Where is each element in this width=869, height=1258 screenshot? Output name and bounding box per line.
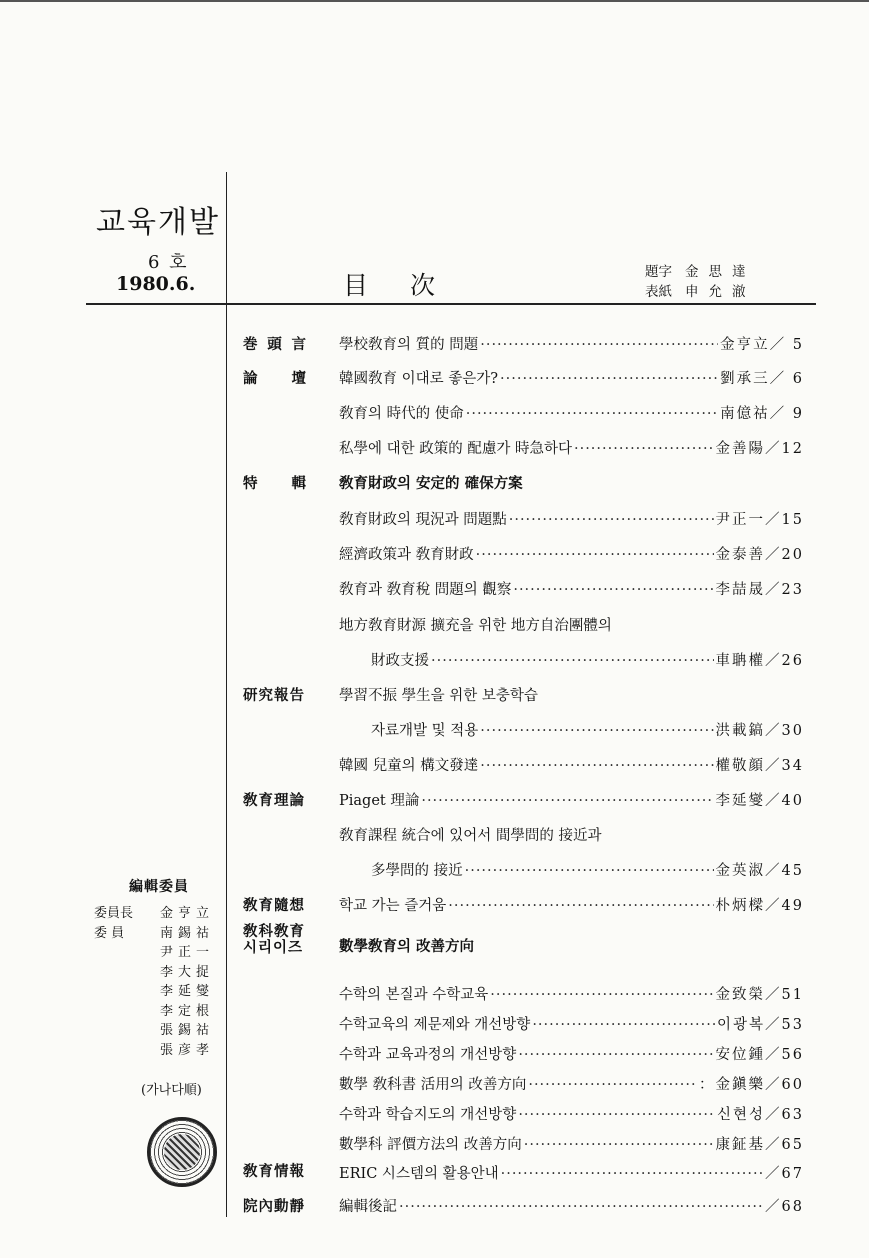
member-name: 金亨立 (159, 906, 214, 921)
header-rule (86, 303, 816, 305)
dot-leader (524, 1137, 714, 1153)
member-role: 委員長 (94, 906, 134, 921)
entry-author-page: 洪載鎬／30 (715, 723, 804, 739)
top-border (0, 0, 869, 2)
entry-author-page: 權敬顔／34 (715, 758, 804, 774)
member-role (94, 963, 142, 983)
category-label: 巻頭言 (243, 337, 307, 353)
member-role (94, 1041, 142, 1061)
entry-author-page: 李延燮／40 (715, 793, 804, 809)
editorial-member (94, 1041, 214, 1061)
entry-author-page: 康鉦基／65 (715, 1137, 804, 1153)
entry-author-page: 金致榮／51 (715, 987, 804, 1003)
dot-leader (448, 898, 713, 914)
entry-author-page: 劉承三／ 6 (720, 371, 804, 387)
magazine-title: 교육개발 (96, 205, 220, 240)
entry-title: 編輯後記 (339, 1199, 397, 1215)
editorial-member (94, 943, 214, 963)
member-role (94, 1002, 142, 1022)
toc-entry[interactable] (339, 789, 804, 810)
dot-leader (518, 1047, 713, 1063)
category-label: 特輯 (243, 476, 307, 492)
dot-leader (480, 723, 713, 739)
entry-author-page: ／68 (765, 1199, 804, 1215)
toc-entry[interactable] (371, 649, 804, 670)
entry-title: 韓國敎育 이대로 좋은가? (339, 371, 499, 387)
toc-entry[interactable] (339, 333, 804, 354)
dot-leader (476, 547, 714, 563)
member-role (94, 982, 142, 1002)
toc-entry[interactable] (339, 1043, 804, 1064)
section-heading: 敎育財政의 安定的 確保方案 (339, 476, 523, 492)
institution-seal-icon (147, 1117, 217, 1187)
issue-date: 1980.6. (116, 273, 196, 295)
dot-leader (574, 441, 714, 457)
entry-title: 學校敎育의 質的 問題 (339, 337, 479, 353)
entry-title: 학교 가는 즐거움 (339, 898, 447, 914)
entry-author-page: 신현성／63 (717, 1107, 804, 1123)
member-role: 委 員 (94, 925, 125, 941)
member-role (94, 1021, 142, 1041)
toc-entry[interactable] (339, 1195, 804, 1216)
toc-entry[interactable] (339, 1133, 804, 1154)
dot-leader (500, 371, 718, 387)
editorial-member (94, 963, 214, 983)
entry-title: 數學 敎科書 活用의 改善方向 (339, 1077, 527, 1093)
category-label: 敎育理論 (243, 793, 305, 809)
entry-title: 敎育과 敎育稅 問題의 觀察 (339, 582, 512, 598)
toc-entry[interactable] (339, 1103, 804, 1124)
entry-author-page: 金泰善／20 (715, 547, 804, 563)
member-name: 尹正一 (159, 945, 214, 960)
member-name: 張彦孝 (159, 1042, 214, 1058)
dot-leader (532, 1017, 715, 1033)
entry-title: ERIC 시스템의 활용안내 (339, 1166, 499, 1182)
dot-leader (480, 758, 713, 774)
toc-entry[interactable] (339, 1073, 804, 1094)
member-name: 張錫祜 (159, 1023, 214, 1038)
credit-row (645, 262, 756, 282)
toc-entry[interactable] (339, 402, 804, 423)
entry-title: 수학과 교육과정의 개선방향 (339, 1047, 517, 1063)
issue-number: 6 호 (148, 252, 189, 273)
entry-author-page: 金善陽／12 (715, 441, 804, 457)
entry-title: 수학의 본질과 수학교육 (339, 987, 489, 1003)
dot-leader (528, 1077, 697, 1093)
toc-entry[interactable] (371, 859, 804, 880)
entry-heading: 地方敎育財源 擴充을 위한 地方自治團體의 (339, 618, 612, 634)
entry-title: 수학교육의 제문제와 개선방향 (339, 1017, 531, 1033)
dot-leader (431, 653, 714, 669)
toc-entry[interactable] (339, 1162, 804, 1183)
dot-leader (518, 1107, 715, 1123)
editorial-board-list (94, 904, 214, 1060)
toc-entry[interactable] (339, 1013, 804, 1034)
editorial-member (94, 904, 214, 924)
category-label: 院內動靜 (243, 1199, 305, 1215)
entry-title: 多學問的 接近 (371, 863, 463, 879)
dot-leader (399, 1199, 763, 1215)
dot-leader (513, 582, 713, 598)
entry-author-page: 金亨立／ 5 (720, 337, 804, 353)
credit-name: 金思達 (685, 264, 756, 280)
dot-leader (501, 1166, 763, 1182)
toc-entry[interactable] (371, 719, 804, 740)
editorial-member (94, 924, 214, 944)
member-name: 李延燮 (159, 984, 214, 999)
category-label (243, 924, 325, 956)
entry-title: 수학과 학습지도의 개선방향 (339, 1107, 517, 1123)
toc-entry[interactable] (339, 578, 804, 599)
category-label: 研究報告 (243, 688, 305, 704)
entry-title: 韓國 兒童의 構文發達 (339, 758, 479, 774)
entry-title: 經濟政策과 敎育財政 (339, 547, 474, 563)
dot-leader (465, 863, 714, 879)
member-name: 李定根 (159, 1003, 214, 1019)
member-name: 李大捉 (159, 964, 214, 980)
entry-author-page: 尹正一／15 (715, 512, 804, 528)
credit-label: 題字 (645, 264, 672, 280)
toc-entry[interactable] (339, 754, 804, 775)
editorial-member (94, 1021, 214, 1041)
section-heading: 數學敎育의 改善方向 (339, 939, 475, 955)
dot-leader (490, 987, 713, 1003)
credits-block (645, 262, 756, 302)
entry-author-page: 朴炳樑／49 (715, 898, 804, 914)
entry-title: 敎育의 時代的 使命 (339, 406, 464, 422)
entry-title: 자료개발 및 적용 (371, 723, 479, 739)
credit-row (645, 282, 756, 302)
category-label: 敎育隨想 (243, 898, 305, 914)
entry-author-page: 이광복／53 (717, 1017, 804, 1033)
entry-author-page: 南億祜／ 9 (720, 406, 804, 422)
entry-author-page: ／67 (765, 1166, 804, 1182)
seal-center (164, 1134, 200, 1170)
editorial-order-note: (가나다順) (141, 1083, 202, 1098)
entry-title: Piaget 理論 (339, 793, 420, 809)
category-label-line: 敎科敎育 (243, 924, 305, 940)
column-divider (226, 172, 227, 1217)
entry-author-page: 李喆晟／23 (715, 582, 804, 598)
dot-leader (480, 337, 718, 353)
entry-heading: 敎育課程 統合에 있어서 間學問的 接近과 (339, 828, 602, 844)
toc-entry[interactable] (339, 367, 804, 388)
toc-entry[interactable] (339, 543, 804, 564)
entry-title: 敎育財政의 現況과 問題點 (339, 512, 507, 528)
entry-author-page: 車聃權／26 (715, 653, 804, 669)
entry-title: 財政支援 (371, 653, 429, 669)
toc-entry[interactable] (339, 437, 804, 458)
dot-leader (509, 512, 714, 528)
category-label: 敎育情報 (243, 1164, 305, 1180)
toc-heading: 目次 (343, 271, 478, 300)
credit-name: 申允澈 (685, 284, 756, 300)
entry-heading: 學習不振 學生을 위한 보충학습 (339, 688, 538, 704)
dot-leader (421, 793, 713, 809)
entry-author-page: 安位鍾／56 (715, 1047, 804, 1063)
category-label-line: 시리이즈 (243, 940, 304, 956)
editorial-member (94, 982, 214, 1002)
entry-author-page: ：金鎭樂／60 (699, 1077, 804, 1093)
toc-entry[interactable] (339, 508, 804, 529)
dot-leader (466, 406, 718, 422)
toc-entry[interactable] (339, 983, 804, 1004)
editorial-member (94, 1002, 214, 1022)
category-label: 論壇 (243, 371, 307, 387)
entry-author-page: 金英淑／45 (715, 863, 804, 879)
entry-title: 私學에 대한 政策的 配慮가 時急하다 (339, 441, 572, 457)
toc-entry[interactable] (339, 894, 804, 915)
credit-label: 表紙 (645, 284, 672, 300)
member-role (94, 943, 142, 963)
editorial-board-title: 編輯委員 (129, 879, 189, 895)
member-name: 南錫祜 (159, 925, 214, 941)
entry-title: 數學科 評價方法의 改善方向 (339, 1137, 522, 1153)
